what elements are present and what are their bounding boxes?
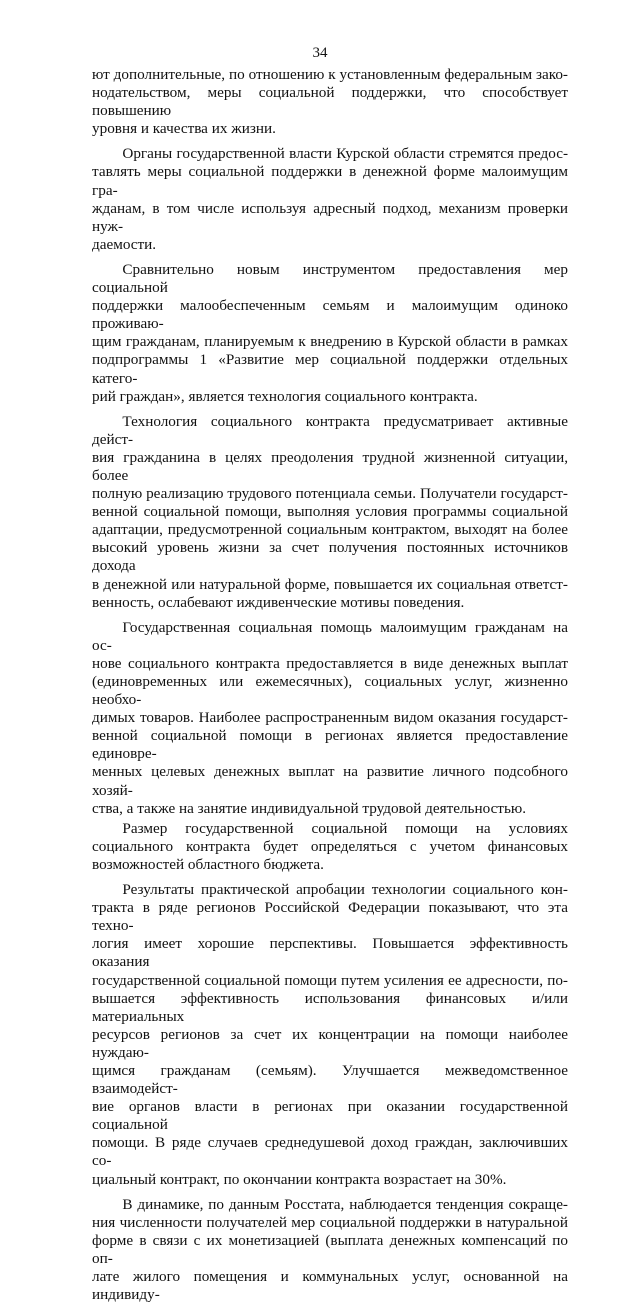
paragraph-gap [92, 874, 568, 881]
text-line: социального контракта будет определяться с учетом финансовых [92, 837, 568, 855]
paragraph [92, 1196, 568, 1304]
text-line: ства, а также на занятие индивидуальной трудовой деятельностью. [92, 799, 527, 817]
text-line: ют дополнительные, по отношению к установленным федеральным зако- [92, 66, 568, 83]
text-line: Государственная социальная помощь малоимущим гражданам на ос- [92, 618, 568, 654]
paragraph [92, 261, 568, 406]
text-line: даемости. [92, 235, 157, 253]
text-line: логия имеет хорошие перспективы. Повышается эффективность оказания [92, 935, 568, 971]
text-line: Сравнительно новым инструментом предоставления мер социальной [92, 260, 568, 297]
text-line: венность, ослабевают иждивенческие мотивы поведения. [92, 593, 465, 611]
text-line: циальный контракт, по окончании контракта возрастает на 30%. [92, 1170, 507, 1188]
text-line: В динамике, по данным Росстата, наблюдается тенденция сокраще- [92, 1195, 568, 1213]
paragraph [92, 413, 568, 612]
body-text [92, 66, 568, 1304]
text-line: Результаты практической апробации технологии социального кон- [92, 881, 568, 899]
paragraph [92, 619, 568, 818]
text-line: высокий уровень жизни за счет получения постоянных источников дохода [92, 539, 568, 575]
text-line: вия гражданина в целях преодоления трудной жизненной ситуации, более [92, 448, 568, 484]
text-line: ресурсов регионов за счет их концентрации на помощи наиболее нуждаю- [92, 1025, 568, 1061]
text-line: нове социального контракта предоставляется в виде денежных выплат [92, 654, 568, 672]
text-line: вие органов власти в регионах при оказании государственной социальной [92, 1098, 568, 1134]
text-line: жданам, в том числе используя адресный подход, механизм проверки нуж- [92, 199, 568, 235]
page-number: 34 [312, 45, 328, 61]
text-line: полную реализацию трудового потенциала семьи. Получатели государст- [92, 485, 568, 503]
text-line: рий граждан», является технология социального контракта. [92, 387, 478, 405]
paragraph [92, 66, 568, 138]
text-line: возможностей областного бюджета. [92, 855, 324, 873]
text-line: форме в связи с их монетизацией (выплата денежных компенсаций по оп- [92, 1231, 568, 1267]
paragraph [92, 145, 568, 254]
text-line: ния численности получателей мер социальной поддержки в натуральной [92, 1213, 568, 1231]
paragraph-gap [92, 138, 568, 145]
text-line: щимся гражданам (семьям). Улучшается межведомственное взаимодейст- [92, 1061, 568, 1098]
text-line: Размер государственной социальной помощи на условиях [92, 819, 568, 837]
text-line: щим гражданам, планируемым к внедрению в Курской области в рамках [92, 333, 568, 351]
text-line: нодательством, меры социальной поддержки, что способствует повышению [92, 84, 568, 120]
text-line: адаптации, предусмотренной социальным контрактом, выходят на более [92, 521, 568, 539]
text-line: димых товаров. Наиболее распространенным видом оказания государст- [92, 709, 568, 727]
paragraph-gap [92, 1189, 568, 1196]
paragraph [92, 820, 568, 874]
text-line: государственной социальной помощи путем усиления ее адресности, по- [92, 971, 568, 989]
text-line: подпрограммы 1 «Развитие мер социальной поддержки отдельных катего- [92, 351, 568, 387]
text-line: уровня и качества их жизни. [92, 120, 276, 138]
paragraph [92, 881, 568, 1189]
text-line: венной социальной помощи в регионах является предоставление единовре- [92, 727, 568, 763]
text-line: в денежной или натуральной форме, повышается их социальная ответст- [92, 575, 568, 593]
text-line: Органы государственной власти Курской области стремятся предос- [92, 145, 568, 163]
text-line: поддержки малообеспеченным семьям и малоимущим одиноко проживаю- [92, 297, 568, 333]
paragraph-gap [92, 612, 568, 619]
text-line: Технология социального контракта предусматривает активные дейст- [92, 412, 568, 448]
text-line: помощи. В ряде случаев среднедушевой доход граждан, заключивших со- [92, 1134, 568, 1170]
text-line: тавлять меры социальной поддержки в денежной форме малоимущим гра- [92, 163, 568, 199]
text-line: тракта в ряде регионов Российской Федерации показывают, что эта техно- [92, 899, 568, 935]
text-line: лате жилого помещения и коммунальных услуг, основанной на индивиду- [92, 1268, 568, 1304]
text-line: венной социальной помощи, выполняя условия программы социальной [92, 503, 568, 521]
text-line: менных целевых денежных выплат на развитие личного подсобного хозяй- [92, 763, 568, 799]
text-line: вышается эффективность использования финансовых и/или материальных [92, 989, 568, 1025]
paragraph-gap [92, 406, 568, 413]
paragraph-gap [92, 254, 568, 261]
text-line: (единовременных или ежемесячных), социальных услуг, жизненно необхо- [92, 673, 568, 709]
